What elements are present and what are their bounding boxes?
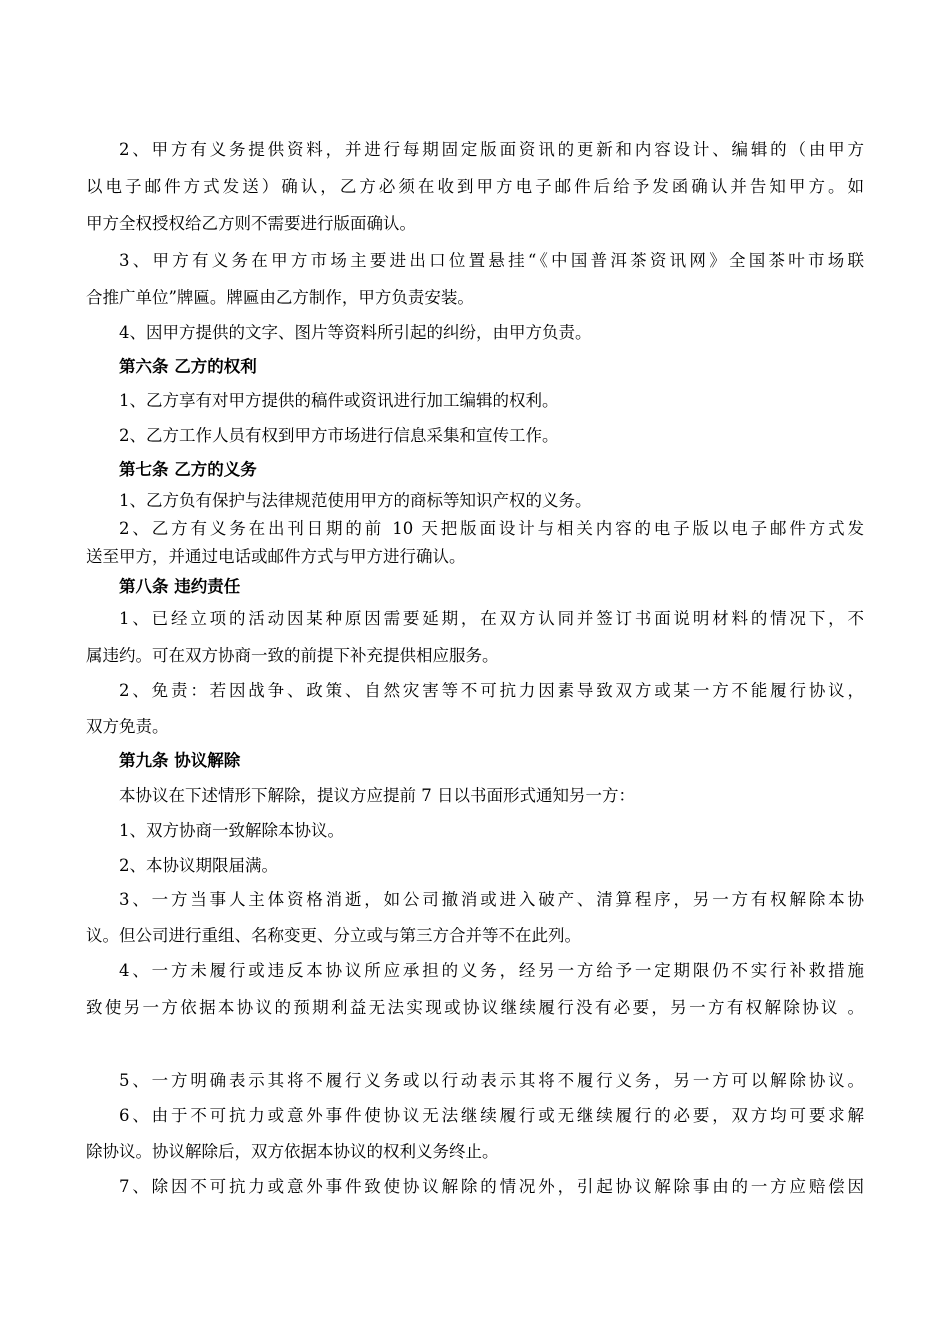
clause-5-item-3-line-1: 3、甲方有义务在甲方市场主要进出口位置悬挂“《中国普洱茶资讯网》全国茶叶市场联 bbox=[119, 251, 864, 270]
clause-9-intro: 本协议在下述情形下解除，提议方应提前 7 日以书面形式通知另一方： bbox=[119, 786, 635, 805]
clause-5-item-2-line-1: 2、甲方有义务提供资料，并进行每期固定版面资讯的更新和内容设计、编辑的（由甲方 bbox=[119, 140, 864, 159]
clause-9-item-3-line-1: 3、一方当事人主体资格消逝，如公司撤消或进入破产、清算程序，另一方有权解除本协 bbox=[119, 890, 864, 909]
clause-6-item-2: 2、乙方工作人员有权到甲方市场进行信息采集和宣传工作。 bbox=[119, 426, 559, 445]
clause-8-heading: 第八条 违约责任 bbox=[119, 577, 241, 596]
clause-8-item-2-line-1: 2、免责：若因战争、政策、自然灾害等不可抗力因素导致双方或某一方不能履行协议， bbox=[119, 681, 864, 700]
clause-6-heading: 第六条 乙方的权利 bbox=[119, 357, 257, 376]
clause-9-item-4-line-2: 致使另一方依据本协议的预期利益无法实现或协议继续履行没有必要，另一方有权解除协议 。 bbox=[86, 998, 864, 1017]
clause-9-item-5: 5、一方明确表示其将不履行义务或以行动表示其将不履行义务，另一方可以解除协议。 bbox=[119, 1071, 864, 1090]
clause-9-item-6-line-2: 除协议。协议解除后，双方依据本协议的权利义务终止。 bbox=[86, 1142, 499, 1161]
clause-9-item-6-line-1: 6、由于不可抗力或意外事件使协议无法继续履行或无继续履行的必要，双方均可要求解 bbox=[119, 1106, 864, 1125]
clause-5-item-3-line-2: 合推广单位”牌匾。牌匾由乙方制作，甲方负责安装。 bbox=[86, 288, 474, 307]
clause-7-heading: 第七条 乙方的义务 bbox=[119, 460, 257, 479]
clause-5-item-2-line-3: 甲方全权授权给乙方则不需要进行版面确认。 bbox=[86, 214, 416, 233]
clause-7-item-1: 1、乙方负有保护与法律规范使用甲方的商标等知识产权的义务。 bbox=[119, 491, 592, 510]
clause-9-item-3-line-2: 议。但公司进行重组、名称变更、分立或与第三方合并等不在此列。 bbox=[86, 926, 581, 945]
clause-8-item-2-line-2: 双方免责。 bbox=[86, 717, 169, 736]
clause-8-item-1-line-2: 属违约。可在双方协商一致的前提下补充提供相应服务。 bbox=[86, 646, 499, 665]
clause-9-item-7-line-1: 7、除因不可抗力或意外事件致使协议解除的情况外，引起协议解除事由的一方应赔偿因 bbox=[119, 1177, 864, 1196]
clause-6-item-1: 1、乙方享有对甲方提供的稿件或资讯进行加工编辑的权利。 bbox=[119, 391, 559, 410]
clause-5-item-4: 4、因甲方提供的文字、图片等资料所引起的纠纷，由甲方负责。 bbox=[119, 323, 592, 342]
clause-7-item-2-line-2: 送至甲方，并通过电话或邮件方式与甲方进行确认。 bbox=[86, 547, 466, 566]
clause-5-item-2-line-2: 以电子邮件方式发送）确认，乙方必须在收到甲方电子邮件后给予发函确认并告知甲方。如 bbox=[86, 177, 864, 196]
clause-9-heading: 第九条 协议解除 bbox=[119, 751, 241, 770]
clause-9-item-4-line-1: 4、一方未履行或违反本协议所应承担的义务，经另一方给予一定期限仍不实行补救措施 bbox=[119, 961, 864, 980]
clause-8-item-1-line-1: 1、已经立项的活动因某种原因需要延期，在双方认同并签订书面说明材料的情况下，不 bbox=[119, 609, 864, 628]
clause-9-item-1: 1、双方协商一致解除本协议。 bbox=[119, 821, 344, 840]
clause-7-item-2-line-1: 2、乙方有义务在出刊日期的前 10 天把版面设计与相关内容的电子版以电子邮件方式发 bbox=[119, 519, 864, 538]
clause-9-item-2: 2、本协议期限届满。 bbox=[119, 856, 278, 875]
